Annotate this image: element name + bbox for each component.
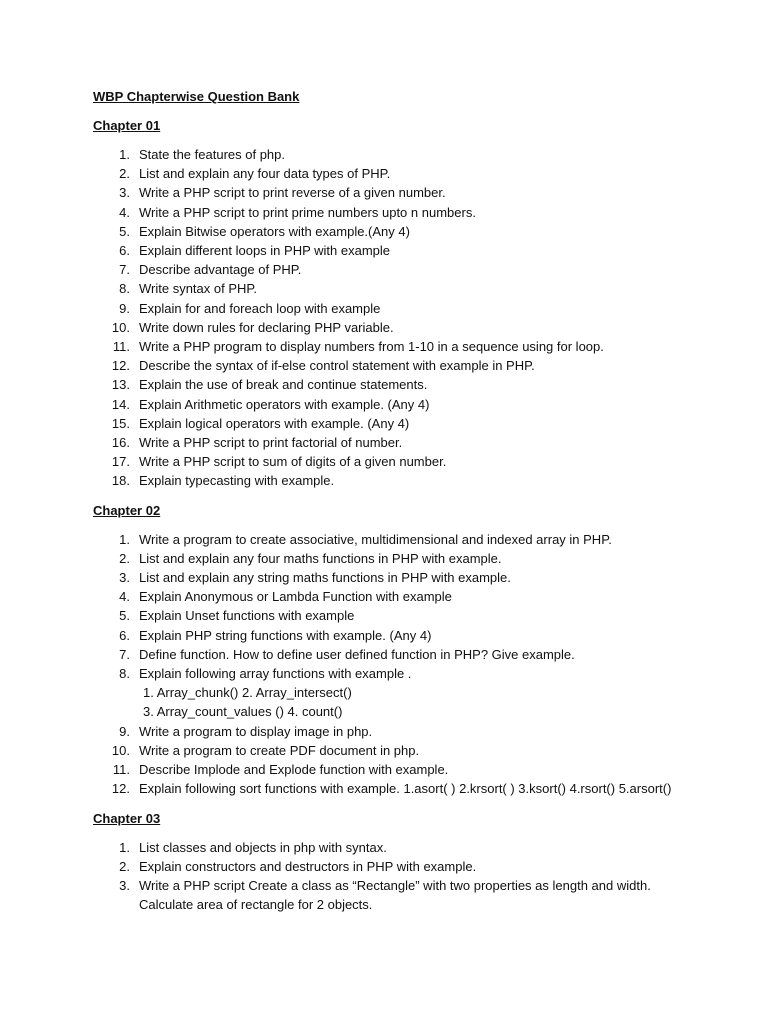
question-text: Explain Anonymous or Lambda Function with example [139, 589, 452, 605]
question-number: 14. [111, 396, 130, 412]
question-text: Explain Bitwise operators with example.(Any 4) [139, 223, 410, 239]
question-number: 17. [111, 454, 130, 470]
question-text: Write a PHP script Create a class as “Rectangle” with two properties as length and width. Calculate area of rectangle for 2 objects. [139, 877, 651, 913]
question-number: 1. [119, 839, 130, 855]
question-number: 8. [119, 281, 130, 297]
question-text: Describe advantage of PHP. [139, 262, 302, 278]
question-list [93, 145, 693, 491]
question-item [93, 299, 693, 318]
question-text: Explain constructors and destructors in PHP with example. [139, 858, 477, 874]
question-number: 3. [119, 570, 130, 586]
question-text: Write a PHP script to print factorial of number. [139, 435, 403, 451]
question-number: 11. [112, 762, 130, 778]
question-subitem: 3. Array_count_values () 4. count() [143, 704, 343, 720]
question-text: Write a program to create PDF document in php. [139, 742, 420, 758]
question-item [93, 626, 693, 645]
question-text: Write a program to create associative, multidimensional and indexed array in PHP. [139, 531, 612, 547]
question-number: 1. [119, 531, 130, 547]
question-number: 1. [119, 147, 130, 162]
question-item [93, 164, 693, 183]
question-item [93, 241, 693, 260]
question-text: Write a program to display image in php. [139, 723, 373, 739]
question-item [93, 664, 693, 722]
question-item [93, 471, 693, 490]
question-text: State the features of php. [139, 147, 285, 162]
question-number: 7. [119, 646, 130, 662]
question-number: 4. [119, 589, 130, 605]
question-number: 9. [119, 300, 130, 316]
question-item [93, 741, 693, 760]
question-list [93, 838, 693, 915]
question-number: 5. [119, 223, 130, 239]
question-number: 5. [119, 608, 130, 624]
question-number: 11. [112, 339, 130, 355]
question-item [93, 337, 693, 356]
question-number: 10. [111, 742, 130, 758]
question-text: Explain for and foreach loop with example [139, 300, 381, 316]
question-item [93, 760, 693, 779]
question-list [93, 530, 693, 799]
question-item [93, 857, 693, 876]
question-text: Explain Arithmetic operators with example. (Any 4) [139, 396, 430, 412]
question-number: 8. [119, 666, 130, 682]
question-text: Write a PHP script to sum of digits of a given number. [139, 454, 447, 470]
question-text: Explain different loops in PHP with example [139, 243, 390, 259]
question-item [93, 395, 693, 414]
chapter-heading: Chapter 02 [93, 502, 161, 518]
question-number: 12. [111, 781, 130, 797]
question-text: Explain following sort functions with example. 1.asort( ) 2.krsort( ) 3.ksort() 4.rsort() 5.arsort() [139, 781, 672, 797]
question-text: List and explain any four maths functions in PHP with example. [139, 550, 502, 566]
question-text: Explain Unset functions with example [139, 608, 355, 624]
document-title: WBP Chapterwise Question Bank [93, 89, 300, 104]
question-number: 13. [111, 377, 130, 393]
question-text: Write a PHP script to print prime numbers upto n numbers. [139, 204, 476, 220]
question-item [93, 587, 693, 606]
question-item [93, 433, 693, 452]
question-number: 18. [111, 473, 130, 489]
question-text: Write down rules for declaring PHP variable. [139, 319, 394, 335]
question-number: 12. [111, 358, 130, 374]
question-text: Explain the use of break and continue statements. [139, 377, 428, 393]
question-number: 10. [111, 319, 130, 335]
question-item [93, 203, 693, 222]
chapter-heading: Chapter 03 [93, 810, 161, 826]
question-text: Describe Implode and Explode function with example. [139, 762, 449, 778]
question-item [93, 722, 693, 741]
question-number: 2. [119, 166, 130, 182]
question-item [93, 414, 693, 433]
question-text: Write syntax of PHP. [139, 281, 258, 297]
question-item [93, 356, 693, 375]
question-item [93, 222, 693, 241]
question-item [93, 606, 693, 625]
question-item [93, 183, 693, 202]
question-number: 3. [119, 877, 130, 893]
question-text: Write a PHP program to display numbers from 1-10 in a sequence using for loop. [139, 339, 604, 355]
question-text: List and explain any four data types of PHP. [139, 166, 391, 182]
question-text: Explain typecasting with example. [139, 473, 335, 489]
question-number: 7. [119, 262, 130, 278]
question-item [93, 779, 693, 798]
question-number: 6. [119, 243, 130, 259]
question-item [93, 260, 693, 279]
question-item [93, 375, 693, 394]
question-text: Explain logical operators with example. (Any 4) [139, 415, 410, 431]
chapters-container [93, 116, 693, 914]
question-item [93, 568, 693, 587]
question-item [93, 145, 693, 164]
question-item [93, 645, 693, 664]
question-number: 2. [119, 858, 130, 874]
question-item [93, 876, 693, 914]
question-subitem: 1. Array_chunk() 2. Array_intersect() [143, 685, 352, 701]
question-item [93, 549, 693, 568]
question-number: 4. [119, 204, 130, 220]
question-number: 6. [119, 627, 130, 643]
question-item [93, 279, 693, 298]
question-text: Explain PHP string functions with example. (Any 4) [139, 627, 432, 643]
question-item [93, 318, 693, 337]
question-number: 3. [119, 185, 130, 201]
question-number: 16. [111, 435, 130, 451]
question-text: Describe the syntax of if-else control statement with example in PHP. [139, 358, 535, 374]
chapter-heading: Chapter 01 [93, 118, 161, 133]
question-number: 2. [119, 550, 130, 566]
question-text: List and explain any string maths functions in PHP with example. [139, 570, 511, 586]
question-text: Explain following array functions with example . [139, 666, 412, 682]
question-number: 15. [111, 415, 130, 431]
question-text: Write a PHP script to print reverse of a given number. [139, 185, 446, 201]
question-text: Define function. How to define user defined function in PHP? Give example. [139, 646, 575, 662]
question-text: List classes and objects in php with syntax. [139, 839, 387, 855]
question-item [93, 452, 693, 471]
question-item [93, 530, 693, 549]
question-item [93, 838, 693, 857]
question-number: 9. [119, 723, 130, 739]
